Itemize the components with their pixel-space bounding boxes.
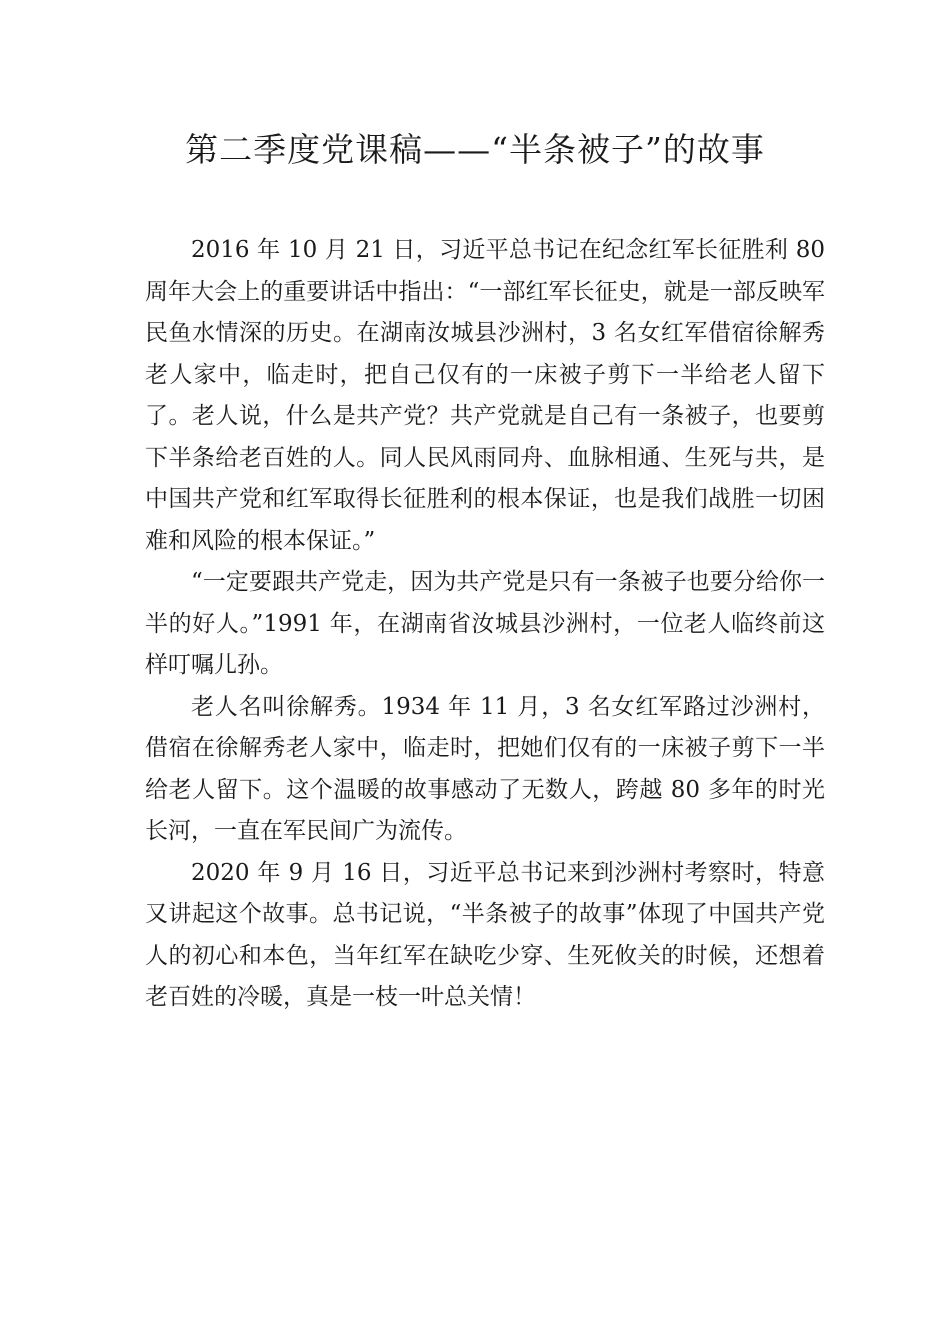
document-body bbox=[145, 230, 825, 1019]
paragraph-3: 老人名叫徐解秀。1934 年 11 月，3 名女红军路过沙洲村，借宿在徐解秀老人家中，临走时，把她们仅有的一床被子剪下一半给老人留下。这个温暖的故事感动了无数人，跨越 80 多年的时光长河，一直在军民间广为流传。 bbox=[145, 693, 825, 844]
paragraph-4: 2020 年 9 月 16 日，习近平总书记来到沙洲村考察时，特意又讲起这个故事。总书记说，“半条被子的故事”体现了中国共产党人的初心和本色，当年红军在缺吃少穿、生死攸关的时候，还想着老百姓的冷暖，真是一枝一叶总关情！ bbox=[145, 859, 825, 1010]
document-title: 第二季度党课稿——“半条被子”的故事 bbox=[185, 130, 765, 169]
paragraph-2: “一定要跟共产党走，因为共产党是只有一条被子也要分给你一半的好人。”1991 年，在湖南省汝城县沙洲村，一位老人临终前这样叮嘱儿孙。 bbox=[145, 569, 825, 678]
paragraph-1: 2016 年 10 月 21 日，习近平总书记在纪念红军长征胜利 80 周年大会上的重要讲话中指出：“一部红军长征史，就是一部反映军民鱼水情深的历史。在湖南汝城县沙洲村，3 名女红军借宿徐解秀老人家中，临走时，把自己仅有的一床被子剪下一半给老人留下了。老人说，什么是共产党？共产党就是自己有一条被子，也要剪下半条给老百姓的人。同人民风雨同舟、血脉相通、生死与共，是中国共产党和红军取得长征胜利的根本保证，也是我们战胜一切困难和风险的根本保证。” bbox=[145, 237, 825, 554]
